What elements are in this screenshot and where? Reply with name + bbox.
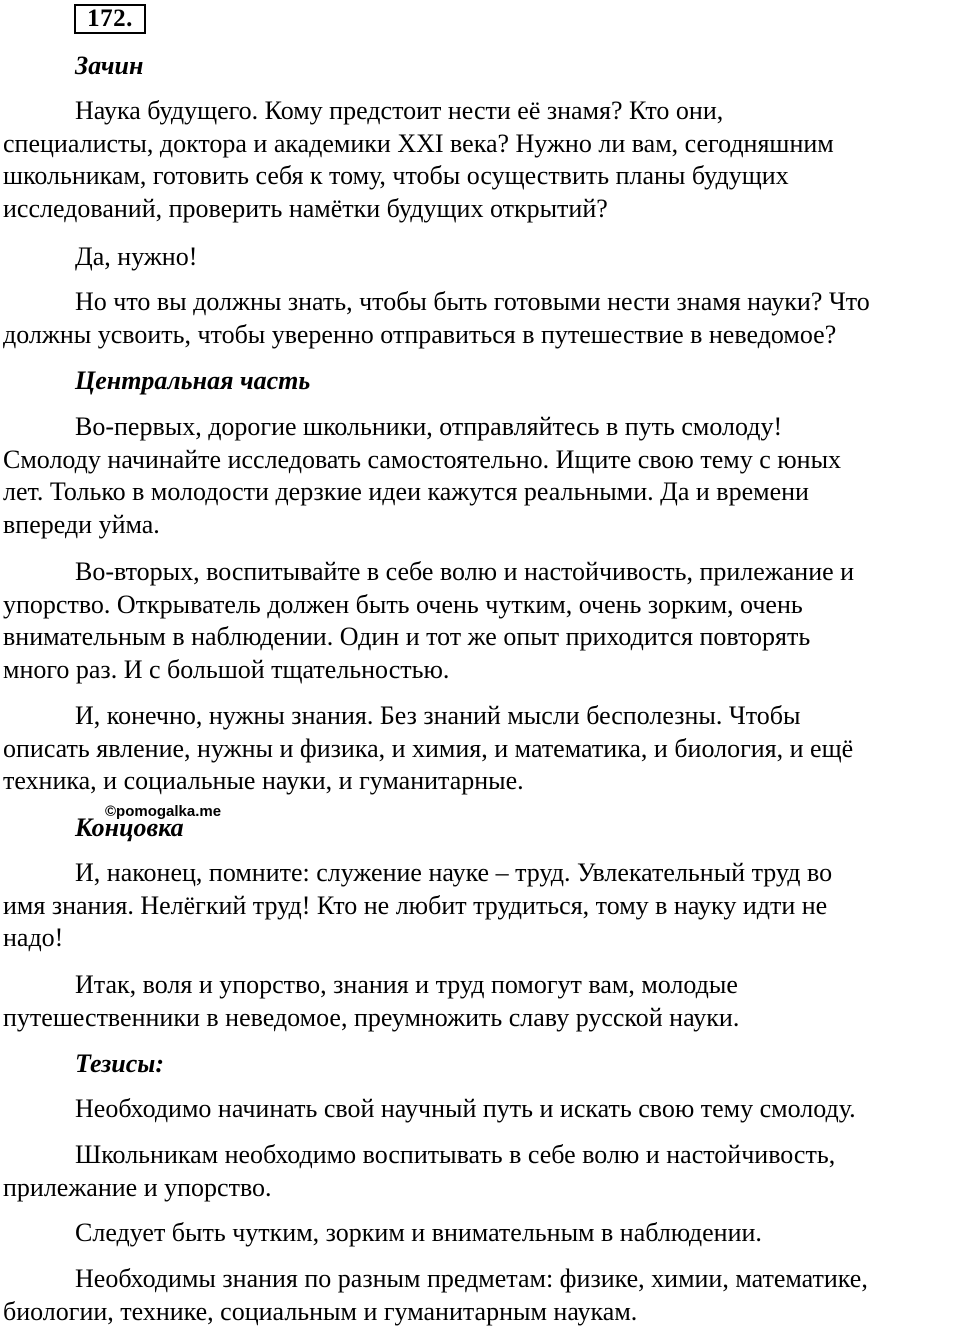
- text-line: биологии, технике, социальным и гуманитарным наукам.: [3, 1296, 638, 1326]
- text-line: Да, нужно!: [75, 242, 198, 271]
- text-line: исследований, проверить намётки будущих открытий?: [3, 194, 608, 224]
- paragraph: [3, 241, 960, 274]
- text-line: Во-вторых, воспитывайте в себе волю и настойчивость, прилежание и: [75, 557, 855, 586]
- paragraph: [3, 1263, 960, 1328]
- paragraph: [3, 857, 960, 955]
- text-line: Но что вы должны знать, чтобы быть готовыми нести знамя науки? Что: [75, 287, 870, 316]
- text-line: Смолоду начинайте исследовать самостоятельно. Ищите свою тему с юных: [3, 444, 842, 474]
- text-line: внимательным в наблюдении. Один и тот же опыт приходится повторять: [3, 622, 811, 652]
- text-line: надо!: [3, 923, 64, 953]
- paragraph: [3, 1217, 960, 1250]
- text-line: И, наконец, помните: служение науке – труд. Увлекательный труд во: [75, 858, 833, 887]
- section-heading-main: Центральная часть: [75, 366, 311, 395]
- text-line: специалисты, доктора и академики XXI века? Нужно ли вам, сегодняшним: [3, 128, 834, 158]
- paragraph: [3, 700, 960, 798]
- text-line: описать явление, нужны и физика, и химия, и математика, и биология, и ещё: [3, 733, 854, 763]
- paragraph: [3, 1093, 960, 1126]
- text-line: Наука будущего. Кому предстоит нести её знамя? Кто они,: [75, 96, 724, 125]
- text-line: Школьникам необходимо воспитывать в себе волю и настойчивость,: [75, 1140, 836, 1169]
- paragraph: [3, 286, 960, 351]
- section-heading-ending: Концовка: [75, 813, 184, 842]
- text-line: путешественники в неведомое, преумножить славу русской науки.: [3, 1002, 740, 1032]
- paragraph: [3, 95, 960, 226]
- text-line: техника, и социальные науки, и гуманитарные.: [3, 766, 524, 796]
- text-line: имя знания. Нелёгкий труд! Кто не любит трудиться, тому в науку идти не: [3, 890, 828, 920]
- section-heading-theses: Тезисы:: [75, 1049, 164, 1078]
- text-line: должны усвоить, чтобы уверенно отправиться в путешествие в неведомое?: [3, 319, 837, 349]
- text-line: Во-первых, дорогие школьники, отправляйтесь в путь смолоду!: [75, 412, 783, 441]
- paragraph: [3, 411, 960, 542]
- watermark: ©pomogalka.me: [105, 803, 222, 820]
- text-line: прилежание и упорство.: [3, 1172, 272, 1202]
- text-line: много раз. И с большой тщательностью.: [3, 655, 450, 685]
- text-line: школьникам, готовить себя к тому, чтобы осуществить планы будущих: [3, 161, 789, 191]
- text-line: лет. Только в молодости дерзкие идеи кажутся реальными. Да и времени: [3, 477, 809, 507]
- text-line: Итак, воля и упорство, знания и труд помогут вам, молодые: [75, 970, 738, 999]
- paragraph: [3, 969, 960, 1034]
- text-line: И, конечно, нужны знания. Без знаний мысли бесполезны. Чтобы: [75, 701, 801, 730]
- paragraph: [3, 556, 960, 687]
- section-heading-intro: Зачин: [75, 51, 144, 80]
- text-line: Следует быть чутким, зорким и внимательным в наблюдении.: [75, 1218, 762, 1247]
- paragraph: [3, 1139, 960, 1204]
- text-line: Необходимо начинать свой научный путь и искать свою тему смолоду.: [75, 1094, 856, 1123]
- text-line: Необходимы знания по разным предметам: физике, химии, математике,: [75, 1264, 868, 1293]
- text-line: впереди уйма.: [3, 510, 160, 540]
- exercise-number: 172.: [74, 4, 146, 34]
- text-line: упорство. Открыватель должен быть очень чутким, очень зорким, очень: [3, 589, 803, 619]
